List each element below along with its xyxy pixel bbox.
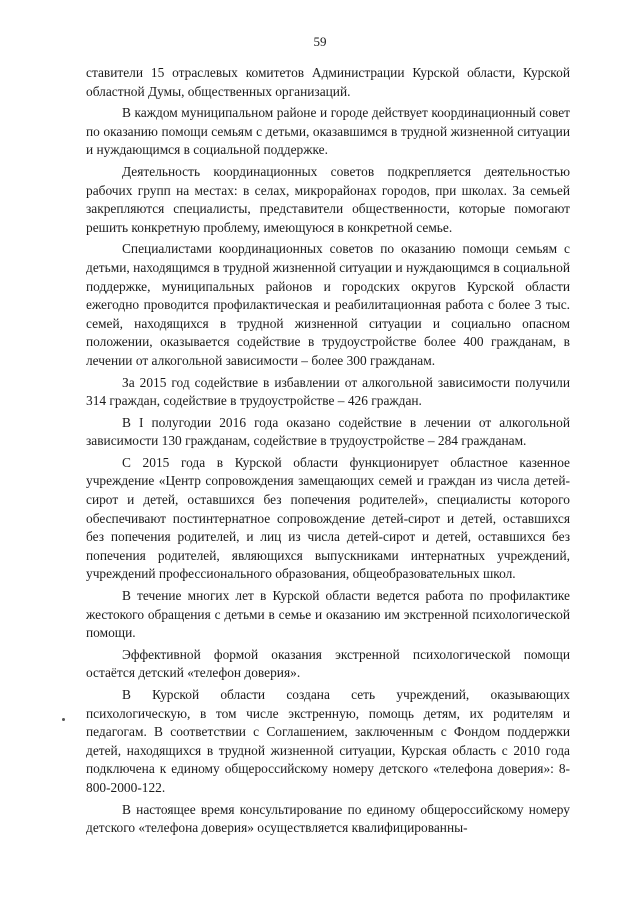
page-number: 59 [313, 34, 327, 49]
margin-mark [62, 718, 65, 721]
paragraph: Деятельность координационных советов подкрепляется деятельностью рабочих групп на местах: в селах, микрорайонах городов, при школах. За семьей закрепляются специалисты, представители общественности, которые помогают решить конкретную проблему, имеющуюся в конкретной семье. [86, 163, 570, 235]
page-body [86, 64, 570, 838]
paragraph: Специалистами координационных советов по оказанию помощи семьям с детьми, находящимся в трудной жизненной ситуации и нуждающимся в социальной поддержке, муниципальных районов и городских округов Курской области ежегодно проводится профилактическая и реабилитационная работа с более 3 тыс. семей, находящихся в трудной жизненной ситуации и социально опасном положении, оказывается содействие в трудоустройстве более 400 гражданам, в лечении от алкогольной зависимости – более 300 гражданам. [86, 241, 570, 368]
paragraph: В настоящее время консультирование по единому общероссийскому номеру детского «телефона доверия» осуществляется квалифицированны- [86, 801, 570, 836]
paragraph-continuation: ставители 15 отраслевых комитетов Администрации Курской области, Курской областной Думы, общественных организаций. [86, 65, 570, 99]
paragraph: В I полугодии 2016 года оказано содействие в лечении от алкогольной зависимости 130 гражданам, содействие в трудоустройстве – 284 гражданам. [86, 414, 570, 449]
paragraph: В Курской области создана сеть учреждений, оказывающих психологическую, в том числе экстренную, помощь детям, их родителям и педагогам. В соответствии с Соглашением, заключенным с Фондом поддержки детей, находящихся в трудной жизненной ситуации, Курская область с 2010 года подключена к единому общероссийскому номеру детского «телефона доверия»: 8-800-2000-122. [86, 687, 570, 795]
paragraph: За 2015 год содействие в избавлении от алкогольной зависимости получили 314 граждан, содействие в трудоустройстве – 426 граждан. [86, 374, 570, 409]
paragraph: С 2015 года в Курской области функционирует областное казенное учреждение «Центр сопровождения замещающих семей и граждан из числа детей-сирот и детей, оставшихся без попечения родителей», специалисты которого обеспечивают постинтернатное сопровождение детей-сирот и детей, оставшихся без попечения родителей, и лиц из числа детей-сирот и детей, оставшихся без попечения родителей, являющихся выпускниками интернатных учреждений, учреждений профессионального образования, общеобразовательных школ. [86, 454, 570, 582]
paragraph: В течение многих лет в Курской области ведется работа по профилактике жестокого обращения с детьми в семье и оказанию им экстренной психологической помощи. [86, 588, 570, 641]
paragraph: В каждом муниципальном районе и городе действует координационный совет по оказанию помощи семьям с детьми, оказавшимся в трудной жизненной ситуации и нуждающимся в социальной поддержке. [86, 105, 570, 158]
paragraph: Эффективной формой оказания экстренной психологической помощи остаётся детский «телефон доверия». [86, 646, 570, 681]
